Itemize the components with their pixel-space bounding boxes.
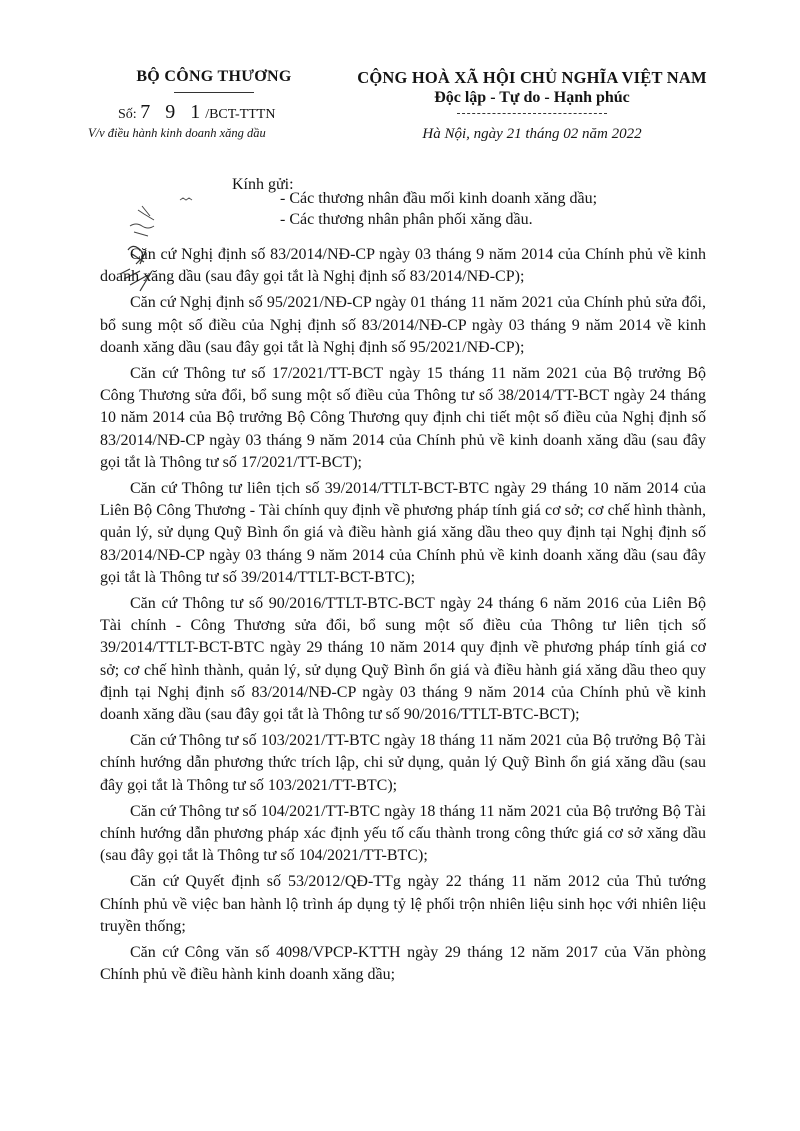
recipient-item: - Các thương nhân đầu mối kinh doanh xăng dầu; — [280, 190, 598, 207]
doc-number-value: 7 9 1 — [140, 101, 206, 123]
legal-basis-paragraph: Căn cứ Nghị định số 95/2021/NĐ-CP ngày 01 tháng 11 năm 2021 của Chính phủ sửa đổi, bổ sung một số điều của Nghị định số 83/2014/NĐ-CP ngày 03 tháng 9 năm 2014 về kinh doanh xăng dầu (sau đây gọi tắt là Nghị định số 95/2021/NĐ-CP); — [100, 294, 706, 356]
recipient-list — [280, 188, 597, 230]
recipient-item: - Các thương nhân phân phối xăng dầu. — [280, 211, 533, 228]
legal-basis-paragraph: Căn cứ Quyết định số 53/2012/QĐ-TTg ngày 22 tháng 11 năm 2012 của Thủ tướng Chính phủ về việc ban hành lộ trình áp dụng tỷ lệ phối trộn nhiên liệu sinh học với nhiên liệu truyền thống; — [100, 873, 706, 935]
doc-number-suffix: /BCT-TTTN — [205, 107, 276, 122]
legal-basis-paragraph: Căn cứ Công văn số 4098/VPCP-KTTH ngày 29 tháng 12 năm 2017 của Văn phòng Chính phủ về điều hành kinh doanh xăng dầu; — [100, 944, 706, 984]
national-header — [352, 68, 712, 143]
national-motto: Độc lập - Tự do - Hạnh phúc — [434, 89, 630, 106]
document-body — [100, 244, 706, 991]
legal-basis-paragraph: Căn cứ Thông tư số 103/2021/TT-BTC ngày 18 tháng 11 năm 2021 của Bộ trưởng Bộ Tài chính hướng dẫn phương thức trích lập, chi sử dụng, quản lý Quỹ Bình ổn giá xăng dầu (sau đây gọi tắt là Thông tư số 103/2021/TT-BTC); — [100, 732, 706, 794]
agency-underline — [174, 92, 254, 93]
doc-number-prefix: Số: — [118, 107, 137, 122]
motto-underline — [457, 113, 607, 114]
issuing-agency: BỘ CÔNG THƯƠNG — [136, 68, 292, 85]
issuer-block — [88, 68, 340, 141]
legal-basis-paragraph: Căn cứ Nghị định số 83/2014/NĐ-CP ngày 03 tháng 9 năm 2014 của Chính phủ về kinh doanh xăng dầu (sau đây gọi tắt là Nghị định số 83/2014/NĐ-CP); — [100, 246, 706, 286]
document-number — [88, 101, 340, 124]
document-subject: V/v điều hành kinh doanh xăng dầu — [88, 126, 266, 140]
addressee-label: Kính gửi: — [232, 176, 294, 193]
legal-basis-paragraph: Căn cứ Thông tư số 104/2021/TT-BTC ngày 18 tháng 11 năm 2021 của Bộ trưởng Bộ Tài chính hướng dẫn phương pháp xác định yếu tố cấu thành trong công thức giá cơ sở xăng dầu (sau đây gọi tắt là Thông tư số 104/2021/TT-BTC); — [100, 802, 706, 865]
national-title: CỘNG HOÀ XÃ HỘI CHỦ NGHĨA VIỆT NAM — [357, 68, 707, 87]
legal-basis-paragraph: Căn cứ Thông tư số 17/2021/TT-BCT ngày 15 tháng 11 năm 2021 của Bộ trưởng Bộ Công Thương sửa đổi, bổ sung một số điều của Thông tư số 38/2014/TT-BCT ngày 24 tháng 10 năm 2014 của Bộ trưởng Bộ Công Thương quy định chi tiết một số điều của Nghị định số 83/2014/NĐ-CP ngày 03 tháng 9 năm 2014 của Chính phủ về kinh doanh xăng dầu (sau đây gọi tắt là Thông tư số 17/2021/TT-BCT); — [100, 365, 706, 471]
legal-basis-paragraph: Căn cứ Thông tư liên tịch số 39/2014/TTLT-BCT-BTC ngày 29 tháng 10 năm 2014 của Liên Bộ Công Thương - Tài chính quy định về phương pháp tính giá cơ sở; cơ chế hình thành, quản lý, sử dụng Quỹ Bình ổn giá và điều hành giá xăng dầu theo quy định tại Nghị định số 83/2014/NĐ-CP ngày 03 tháng 9 năm 2014 của Chính phủ về kinh doanh xăng dầu (sau đây gọi tắt là Thông tư số 39/2014/TTLT-BCT-BTC); — [100, 480, 706, 586]
legal-basis-paragraph: Căn cứ Thông tư số 90/2016/TTLT-BTC-BCT ngày 24 tháng 6 năm 2016 của Liên Bộ Tài chính - Công Thương sửa đổi, bổ sung một số điều của Thông tư liên tịch số 39/2014/TTLT-BCT-BTC ngày 29 tháng 10 năm 2014 quy định về phương pháp tính giá cơ sở; cơ chế hình thành, quản lý, sử dụng Quỹ Bình ổn giá và điều hành giá xăng dầu theo quy định tại Nghị định số 83/2014/NĐ-CP ngày 03 tháng 9 năm 2014 của Chính phủ về kinh doanh xăng dầu (sau đây gọi tắt là Thông tư số 90/2016/TTLT-BTC-BCT); — [100, 595, 706, 724]
place-and-date: Hà Nội, ngày 21 tháng 02 năm 2022 — [422, 126, 642, 142]
